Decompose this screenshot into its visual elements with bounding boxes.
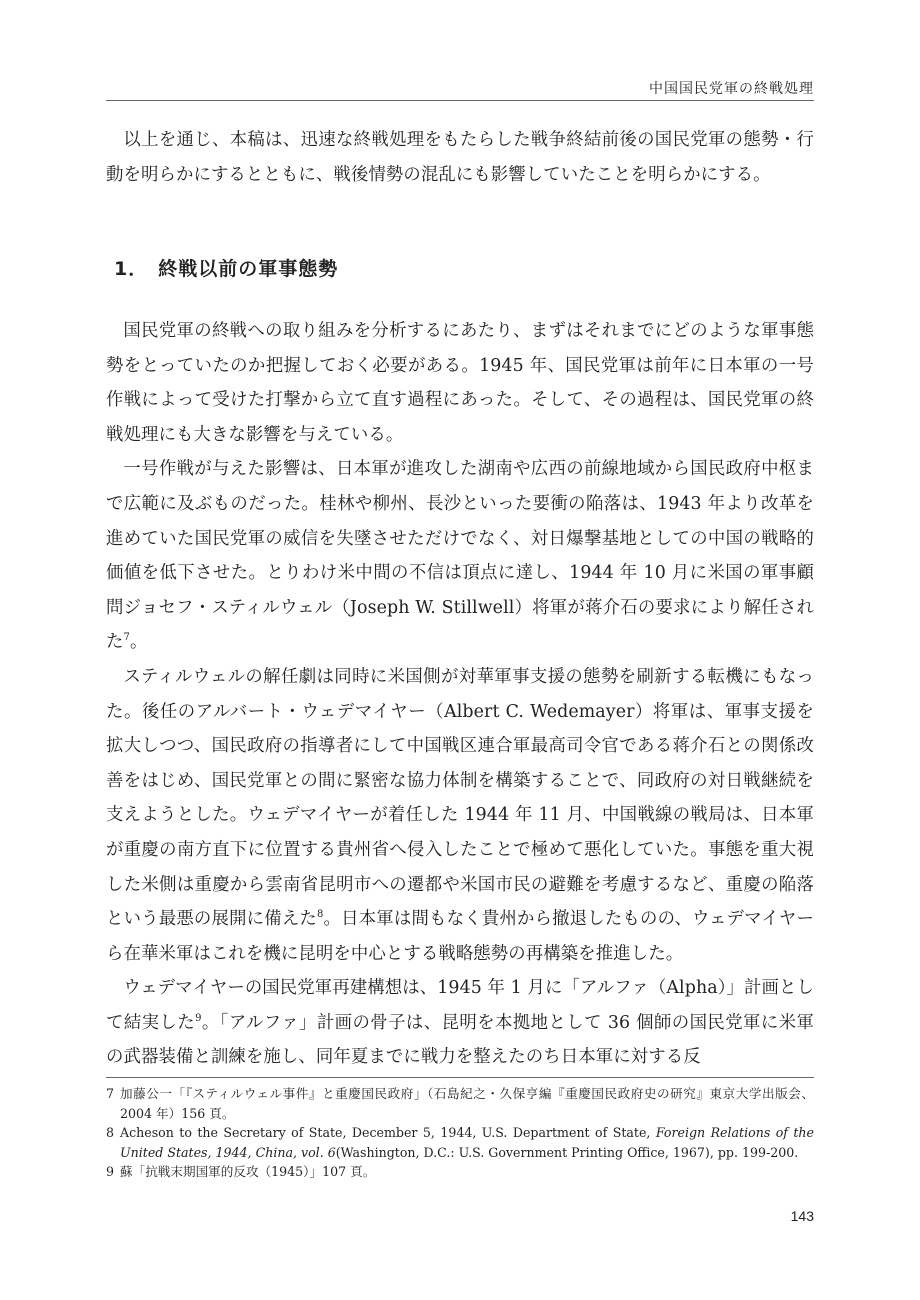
footnote-ref[interactable]: 9 bbox=[195, 1012, 202, 1024]
footnote-rule bbox=[106, 1077, 814, 1078]
footnote-text: (Washington, D.C.: U.S. Government Printing Office, 1967), pp. 199-200. bbox=[335, 1144, 799, 1160]
paragraph-text: 。日本軍は間もなく貴州から撤退したものの、ウェデマイヤーら在華米軍はこれを機に昆明を中心とする戦略態勢の再構築を推進した。 bbox=[106, 909, 814, 964]
footnote-ref[interactable]: 7 bbox=[123, 632, 130, 644]
footnote-text: 蘇「抗戦末期国軍的反攻（1945）」107 頁。 bbox=[120, 1164, 376, 1180]
footnote-ref[interactable]: 8 bbox=[316, 909, 324, 921]
paragraph-text: ウェデマイヤーの国民党軍再建構想は、1945 年 1 月に「アルファ（Alpha）」計画として結実した bbox=[106, 978, 814, 1033]
footnote-number: 8 bbox=[106, 1125, 115, 1141]
footnotes bbox=[106, 1084, 814, 1182]
footnote bbox=[106, 1123, 814, 1162]
footnote-number: 9 bbox=[106, 1164, 115, 1180]
footnote-text: 加藤公一「『スティルウェル事件』と重慶国民政府」（石島紀之・久保亨編『重慶国民政府史の研究』東京大学出版会、2004 年）156 頁。 bbox=[120, 1086, 814, 1121]
footnote-number: 7 bbox=[106, 1086, 115, 1101]
paragraph-text: 。「アルファ」計画の骨子は、昆明を本拠地として 36 個師の国民党軍に米軍の武器装備と訓練を施し、同年夏までに戦力を整えたのち日本軍に対する反 bbox=[106, 1012, 814, 1068]
running-title: 中国国民党軍の終戦処理 bbox=[649, 81, 814, 97]
footnote-title: Foreign Relations of the United States, 1944, China, vol. 6 bbox=[120, 1125, 814, 1160]
intro-section bbox=[106, 123, 814, 192]
intro-paragraph: 以上を通じ、本稿は、迅速な終戦処理をもたらした戦争終結前後の国民党軍の態勢・行動を明らかにするとともに、戦後情勢の混乱にも影響していたことを明らかにする。 bbox=[106, 130, 814, 185]
body-paragraph bbox=[106, 971, 814, 1075]
body-paragraph bbox=[106, 660, 814, 971]
page-number: 143 bbox=[790, 1208, 814, 1224]
footnote-text: Acheson to the Secretary of State, December 5, 1944, U.S. Department of State, bbox=[120, 1125, 656, 1141]
section-title: 終戦以前の軍事態勢 bbox=[158, 258, 339, 280]
header-rule bbox=[106, 100, 814, 101]
paragraph-text: 。 bbox=[129, 632, 148, 653]
footnote bbox=[106, 1084, 814, 1123]
section-number: 1． bbox=[114, 258, 149, 280]
paragraph-text: スティルウェルの解任劇は同時に米国側が対華軍事支援の態勢を刷新する転機にもなった。後任のアルバート・ウェデマイヤー（Albert C. Wedemayer）将軍は、軍事支援を拡大しつつ、国民政府の指導者にして中国戦区連合軍最高司令官である蒋介石との関係改善をはじめ、国民党軍との間に緊密な協力体制を構築することで、同政府の対日戦継続を支えようとした。ウェデマイヤーが着任した 1944 年 11 月、中国戦線の戦局は、日本軍が重慶の南方直下に位置する貴州省へ侵入したことで極めて悪化していた。事態を重大視した米側は重慶から雲南省昆明市への遷都や米国市民の避難を考慮するなど、重慶の陥落という最悪の展開に備えた bbox=[106, 666, 814, 930]
body-paragraph bbox=[106, 452, 814, 660]
section-heading bbox=[114, 254, 348, 281]
paragraph-text: 国民党軍の終戦への取り組みを分析するにあたり、まずはそれまでにどのような軍事態勢をとっていたのか把握しておく必要がある。1945 年、国民党軍は前年に日本軍の一号作戦によって受けた打撃から立て直す過程にあった。そして、その過程は、国民党軍の終戦処理にも大きな影響を与えている。 bbox=[106, 321, 814, 445]
body-paragraph bbox=[106, 314, 814, 452]
main-body bbox=[106, 314, 814, 1075]
footnote bbox=[106, 1162, 814, 1182]
paragraph-text: 一号作戦が与えた影響は、日本軍が進攻した湖南や広西の前線地域から国民政府中枢まで広範に及ぶものだった。桂林や柳州、長沙といった要衝の陥落は、1943 年より改革を進めていた国民党軍の威信を失墜させただけでなく、対日爆撃基地としての中国の戦略的価値を低下させた。とりわけ米中間の不信は頂点に達し、1944 年 10 月に米国の軍事顧問ジョセフ・スティルウェル（Joseph W. Stillwell）将軍が蒋介石の要求により解任された bbox=[106, 459, 814, 653]
